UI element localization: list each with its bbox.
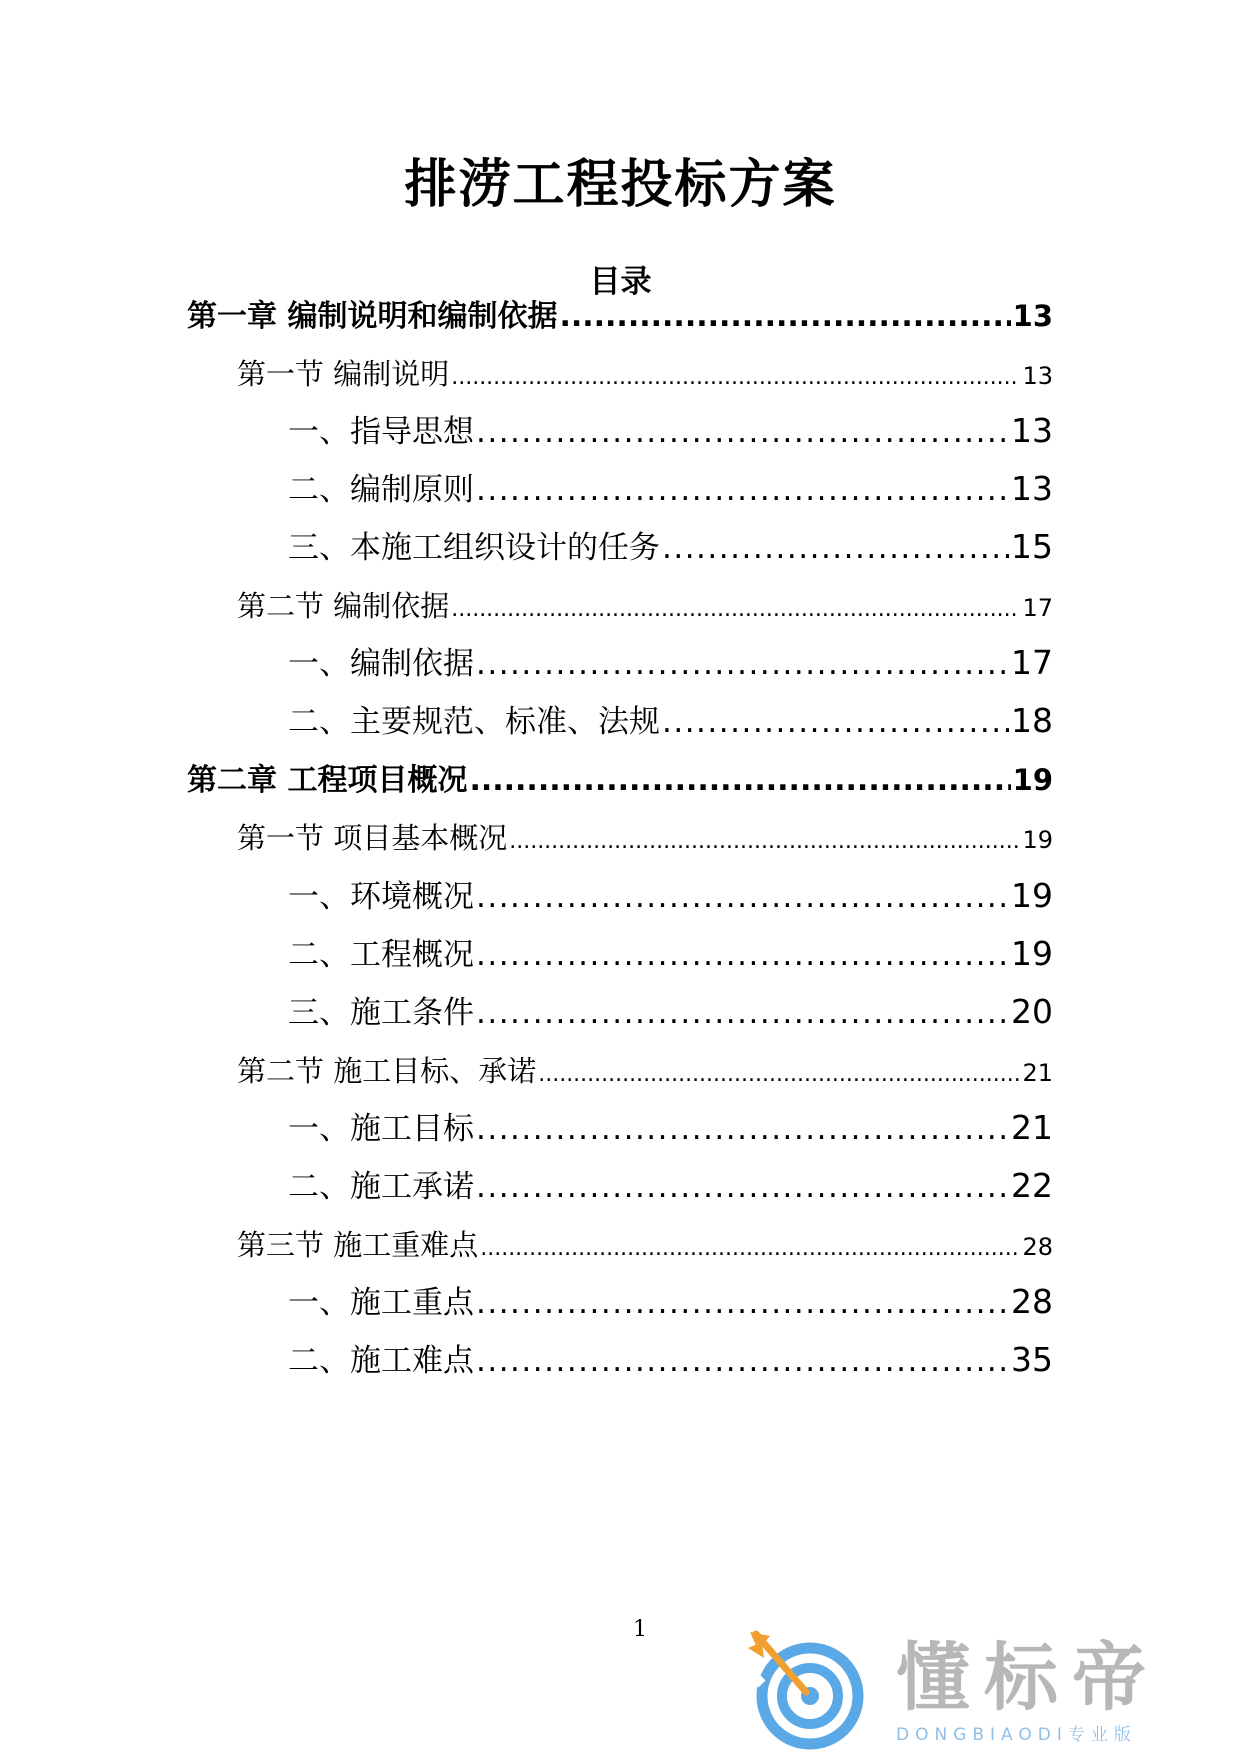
- toc-entry-label: 第二章 工程项目概况: [187, 763, 468, 798]
- dot-leader: [476, 935, 1009, 975]
- target-arrow-icon: [748, 1630, 868, 1750]
- dot-leader: [469, 761, 1010, 801]
- toc-entry-chapter[interactable]: [187, 296, 1053, 337]
- dot-leader: [476, 877, 1009, 917]
- dot-leader: [476, 1341, 1009, 1381]
- toc-entry-label: 一、编制依据: [288, 646, 474, 682]
- toc-entry-page: 28: [1011, 1282, 1053, 1321]
- toc-entry-item[interactable]: [288, 527, 1053, 568]
- toc-entry-label: 二、施工难点: [288, 1343, 474, 1379]
- toc-entry-label: 第一章 编制说明和编制依据: [187, 299, 558, 334]
- dot-leader: [476, 1109, 1009, 1149]
- watermark-subtitle: DONGBIAODI专业版: [896, 1725, 1137, 1745]
- toc-entry-label: 一、环境概况: [288, 879, 474, 915]
- toc-entry-label: 一、指导思想: [288, 414, 474, 450]
- dot-leader: [538, 1055, 1020, 1095]
- dot-leader: [662, 528, 1009, 568]
- toc-entry-page: 21: [1011, 1108, 1053, 1147]
- toc-entry-section[interactable]: [237, 354, 1053, 398]
- toc-entry-label: 第一节 项目基本概况: [237, 821, 508, 855]
- toc-entry-page: 21: [1022, 1059, 1053, 1087]
- toc-entry-label: 第一节 编制说明: [237, 357, 450, 391]
- toc-entry-page: 13: [1011, 411, 1053, 450]
- toc-entry-page: 19: [1012, 763, 1053, 797]
- dot-leader: [451, 358, 1020, 398]
- toc-entry-item[interactable]: [288, 411, 1053, 452]
- toc-entry-label: 三、本施工组织设计的任务: [288, 530, 660, 566]
- dot-leader: [476, 412, 1009, 452]
- toc-entry-label: 二、主要规范、标准、法规: [288, 704, 660, 740]
- toc-entry-item[interactable]: [288, 1340, 1053, 1381]
- toc-entry-page: 28: [1022, 1233, 1053, 1261]
- toc-entry-page: 19: [1011, 934, 1053, 973]
- dot-leader: [662, 702, 1009, 742]
- page-number: 1: [633, 1617, 647, 1642]
- toc-entry-item[interactable]: [288, 992, 1053, 1033]
- toc-entry-page: 15: [1011, 527, 1053, 566]
- toc-entry-item[interactable]: [288, 934, 1053, 975]
- toc-entry-label: 二、施工承诺: [288, 1169, 474, 1205]
- toc-entry-item[interactable]: [288, 876, 1053, 917]
- toc-entry-section[interactable]: [237, 818, 1053, 862]
- toc-entry-page: 13: [1012, 299, 1053, 333]
- toc-entry-page: 20: [1011, 992, 1053, 1031]
- toc-entry-label: 第二节 施工目标、承诺: [237, 1054, 537, 1088]
- toc-entry-page: 17: [1011, 643, 1053, 682]
- toc-entry-section[interactable]: [237, 1051, 1053, 1095]
- toc-entry-item[interactable]: [288, 1108, 1053, 1149]
- toc-entry-label: 一、施工重点: [288, 1285, 474, 1321]
- page-title: 排涝工程投标方案: [404, 155, 837, 215]
- toc-entry-label: 第三节 施工重难点: [237, 1228, 479, 1262]
- toc-entry-page: 13: [1022, 362, 1053, 390]
- toc-entry-page: 17: [1022, 594, 1053, 622]
- toc-entry-page: 18: [1011, 701, 1053, 740]
- toc-entry-item[interactable]: [288, 469, 1053, 510]
- toc-entry-item[interactable]: [288, 643, 1053, 684]
- toc-entry-label: 第二节 编制依据: [237, 589, 450, 623]
- watermark-brand: 懂标帝: [896, 1635, 1160, 1721]
- dot-leader: [476, 1283, 1009, 1323]
- toc-entry-label: 二、工程概况: [288, 937, 474, 973]
- dot-leader: [476, 993, 1009, 1033]
- dot-leader: [476, 644, 1009, 684]
- toc-entry-item[interactable]: [288, 1166, 1053, 1207]
- dot-leader: [559, 297, 1010, 337]
- toc-heading: 目录: [589, 264, 652, 300]
- dot-leader: [476, 1167, 1009, 1207]
- watermark: [748, 1630, 1218, 1750]
- toc-entry-page: 13: [1011, 469, 1053, 508]
- toc-entry-page: 19: [1011, 876, 1053, 915]
- toc-entry-chapter[interactable]: [187, 760, 1053, 801]
- dot-leader: [476, 470, 1009, 510]
- toc-entry-section[interactable]: [237, 586, 1053, 630]
- toc-entry-item[interactable]: [288, 1282, 1053, 1323]
- dot-leader: [480, 1229, 1020, 1269]
- dot-leader: [509, 822, 1020, 862]
- toc-entry-label: 一、施工目标: [288, 1111, 474, 1147]
- toc-entry-page: 19: [1022, 826, 1053, 854]
- toc-entry-label: 二、编制原则: [288, 472, 474, 508]
- toc-entry-label: 三、施工条件: [288, 995, 474, 1031]
- toc-entry-page: 22: [1011, 1166, 1053, 1205]
- dot-leader: [451, 590, 1020, 630]
- toc-entry-page: 35: [1011, 1340, 1053, 1379]
- toc-entry-section[interactable]: [237, 1225, 1053, 1269]
- toc-entry-item[interactable]: [288, 701, 1053, 742]
